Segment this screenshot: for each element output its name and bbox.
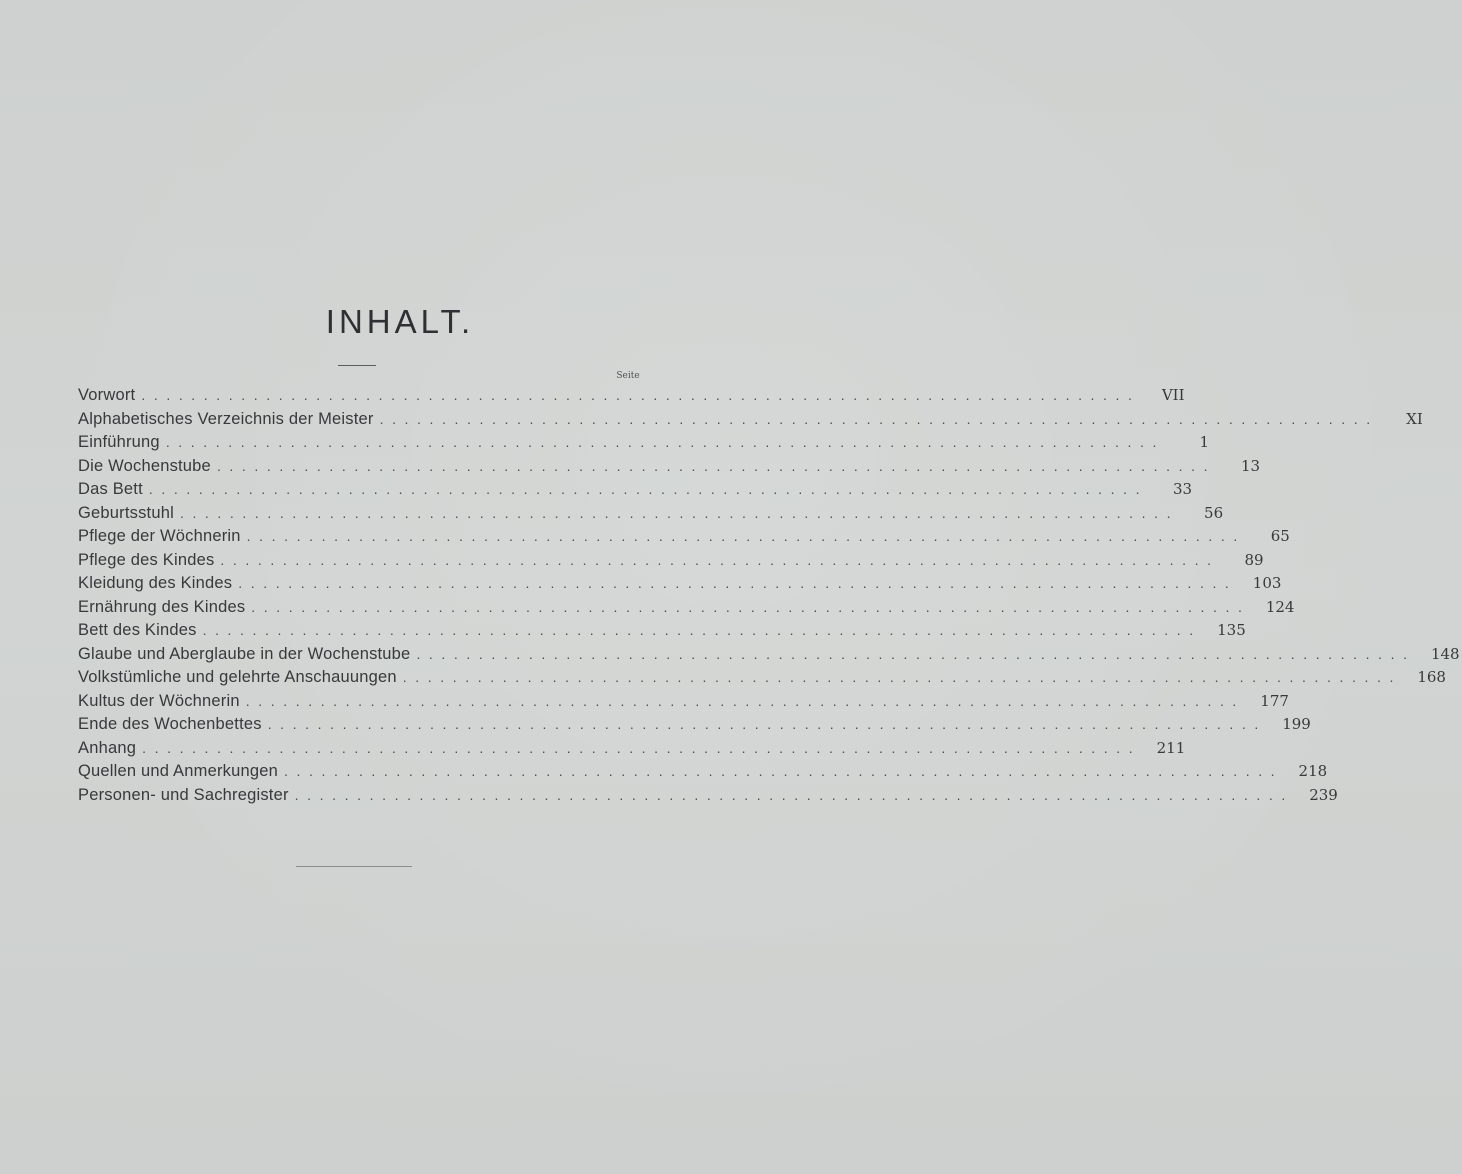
toc-entry-title: Vorwort [78, 386, 136, 404]
toc-entry-title: Die Wochenstube [78, 456, 211, 475]
table-of-contents [78, 384, 1460, 807]
toc-entry-page: 13 [1241, 456, 1261, 475]
toc-leader-dots: ................................................................................ [238, 575, 1238, 591]
toc-leader-dots: ................................................................................ [141, 387, 1141, 403]
toc-leader-dots: ................................................................................ [245, 692, 1245, 709]
toc-entry [78, 408, 1423, 432]
toc-entry-page: 1 [1199, 433, 1209, 451]
toc-entry-page: 177 [1260, 691, 1289, 710]
toc-entry-title: Alphabetisches Verzeichnis der Meister [78, 409, 374, 428]
toc-entry-page: 218 [1298, 762, 1328, 780]
toc-leader-dots: ................................................................................ [416, 645, 1416, 662]
toc-entry-title: Quellen und Anmerkungen [78, 762, 278, 780]
toc-entry [78, 690, 1289, 714]
toc-entry-title: Ende des Wochenbettes [78, 715, 262, 733]
toc-entry-title: Personen- und Sachregister [78, 785, 289, 804]
toc-entry-page: 168 [1417, 668, 1446, 686]
toc-entry [78, 478, 1193, 502]
toc-entry [78, 502, 1224, 526]
page-column-header: Seite [616, 371, 640, 381]
toc-entry-title: Geburtsstuhl [78, 503, 174, 522]
toc-leader-dots: ................................................................................ [142, 739, 1142, 756]
toc-entry [78, 596, 1295, 620]
toc-entry-title: Ernährung des Kindes [78, 597, 246, 616]
toc-entry [78, 760, 1328, 784]
toc-entry-page: 211 [1156, 738, 1186, 757]
toc-entry [78, 619, 1246, 643]
toc-entry-title: Volkstümliche und gelehrte Anschauungen [78, 668, 397, 686]
toc-entry [78, 713, 1311, 737]
toc-leader-dots: ................................................................................ [148, 481, 1149, 497]
bottom-divider [296, 866, 412, 867]
toc-entry [78, 737, 1186, 761]
toc-entry-page: 65 [1270, 527, 1290, 545]
toc-entry-title: Kleidung des Kindes [78, 574, 233, 592]
toc-leader-dots: ................................................................................ [251, 598, 1251, 615]
toc-entry [78, 549, 1264, 573]
toc-entry-page: 199 [1282, 715, 1311, 733]
toc-entry-title: Kultus der Wöchnerin [78, 691, 240, 710]
toc-entry-page: 89 [1244, 550, 1264, 569]
toc-leader-dots: ................................................................................ [284, 763, 1284, 779]
toc-entry [78, 525, 1290, 549]
toc-leader-dots: ................................................................................ [379, 410, 1379, 427]
toc-leader-dots: ................................................................................ [179, 504, 1180, 521]
toc-entry-page: 124 [1265, 597, 1295, 616]
toc-entry [78, 572, 1282, 596]
toc-entry [78, 643, 1460, 667]
toc-entry-title: Pflege des Kindes [78, 550, 215, 569]
toc-entry-page: XI [1406, 409, 1423, 428]
toc-entry-page: 33 [1172, 480, 1193, 498]
toc-leader-dots: ................................................................................ [246, 528, 1246, 544]
toc-entry [78, 431, 1209, 455]
toc-entry [78, 384, 1185, 408]
toc-entry-page: VII [1161, 386, 1185, 404]
toc-leader-dots: ................................................................................ [267, 716, 1267, 732]
toc-entry [78, 666, 1446, 690]
toc-entry-page: 103 [1252, 574, 1282, 592]
toc-entry-page: 56 [1204, 503, 1224, 522]
toc-leader-dots: ................................................................................ [202, 622, 1202, 638]
toc-entry-page: 148 [1430, 644, 1460, 663]
toc-entry-title: Glaube und Aberglaube in der Wochenstube [78, 644, 411, 663]
toc-entry [78, 784, 1338, 808]
toc-leader-dots: ................................................................................ [165, 434, 1165, 450]
toc-leader-dots: ................................................................................ [294, 786, 1294, 803]
toc-leader-dots: ................................................................................ [402, 669, 1402, 685]
toc-entry [78, 455, 1261, 479]
toc-entry-page: 239 [1309, 785, 1338, 804]
toc-entry-title: Bett des Kindes [78, 621, 197, 639]
toc-entry-title: Pflege der Wöchnerin [78, 527, 241, 545]
toc-leader-dots: ................................................................................ [216, 457, 1217, 474]
page-title: INHALT. [325, 303, 475, 340]
toc-entry-page: 135 [1217, 621, 1246, 639]
toc-leader-dots: ................................................................................ [220, 551, 1220, 568]
toc-entry-title: Anhang [78, 738, 137, 757]
title-divider [338, 365, 376, 366]
toc-entry-title: Das Bett [78, 480, 143, 498]
toc-entry-title: Einführung [78, 433, 160, 451]
